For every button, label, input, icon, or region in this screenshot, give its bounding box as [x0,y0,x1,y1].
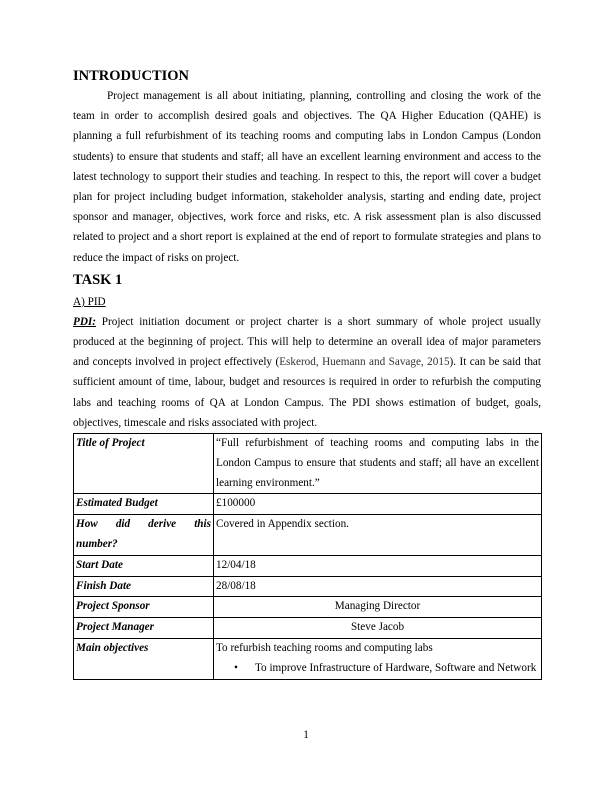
document-page [73,66,541,680]
manager-label: Project Manager [74,618,214,639]
objective-text: To improve Infrastructure of Hardware, Software and Network [255,661,537,674]
task1-heading: TASK 1 [73,271,123,288]
finish-label: Finish Date [74,576,214,597]
title-label: Title of Project [74,434,214,494]
pdi-text-1: Project initiation document or project charter is a short summary of whole project usually produced at the beginning of project. This will help to determine an overall idea of major parameters and concepts involved in project effectively ( [73,315,541,369]
sponsor-value: Managing Director [214,597,542,618]
start-value: 12/04/18 [214,555,542,576]
sponsor-label: Project Sponsor [74,597,214,618]
manager-value: Steve Jacob [214,618,542,639]
pid-table [73,433,542,680]
start-label: Start Date [74,555,214,576]
table-row [74,555,542,576]
pdi-text-2: ). It can be said that sufficient amount of time, labour, budget and resources is required in order to refurbish the computing labs and teaching rooms of QA at London Campus. The PDI shows estimation of budget, goals, objectives, timescale and risks associated with project. [73,356,541,429]
pdi-label: PDI: [73,315,96,328]
citation: Eskerod, Huemann and Savage, 2015 [279,356,450,369]
objectives-label: Main objectives [74,639,214,680]
pdi-paragraph [73,312,541,433]
finish-value: 28/08/18 [214,576,542,597]
budget-label: Estimated Budget [74,494,214,515]
intro-paragraph: Project management is all about initiating, planning, controlling and closing the work of the team in order to accomplish desired goals and objectives. The QA Higher Education (QAHE) is planning a full refurbishment of its teaching rooms and computing labs in London Campus (London students) to ensure that students and staff; all have an excellent learning environment and access to the latest technology to support their studies and teaching. In respect to this, the report will cover a budget plan for project including budget information, stakeholder analysis, starting and ending date, project sponsor and manager, objectives, work force and risks, etc. A risk assessment plan is also discussed related to project and a short report is explained at the end of report to formulate strategies and plans to reduce the impact of risks on project. [73,90,541,264]
derive-value: Covered in Appendix section. [214,515,542,556]
table-row [74,576,542,597]
table-row [74,434,542,494]
bullet-icon: • [234,661,238,674]
table-row [74,639,542,680]
table-row [74,515,542,556]
derive-label-line-2: number? [76,538,118,551]
intro-heading: INTRODUCTION [73,68,190,84]
pid-subheading: A) PID [73,295,106,308]
page-number: 1 [303,729,309,741]
title-value: “Full refurbishment of teaching rooms and computing labs in the London Campus to ensure that students and staff; all have an excellent learning environment.” [214,434,542,494]
list-item [234,659,539,679]
objectives-value [214,639,542,680]
budget-value: £100000 [214,494,542,515]
objectives-list [216,659,539,679]
table-row [74,494,542,515]
objectives-intro: To refurbish teaching rooms and computing labs [216,642,433,655]
derive-label [74,515,214,556]
table-row [74,618,542,639]
derive-label-line-1: How did derive this [76,518,211,531]
table-row [74,597,542,618]
